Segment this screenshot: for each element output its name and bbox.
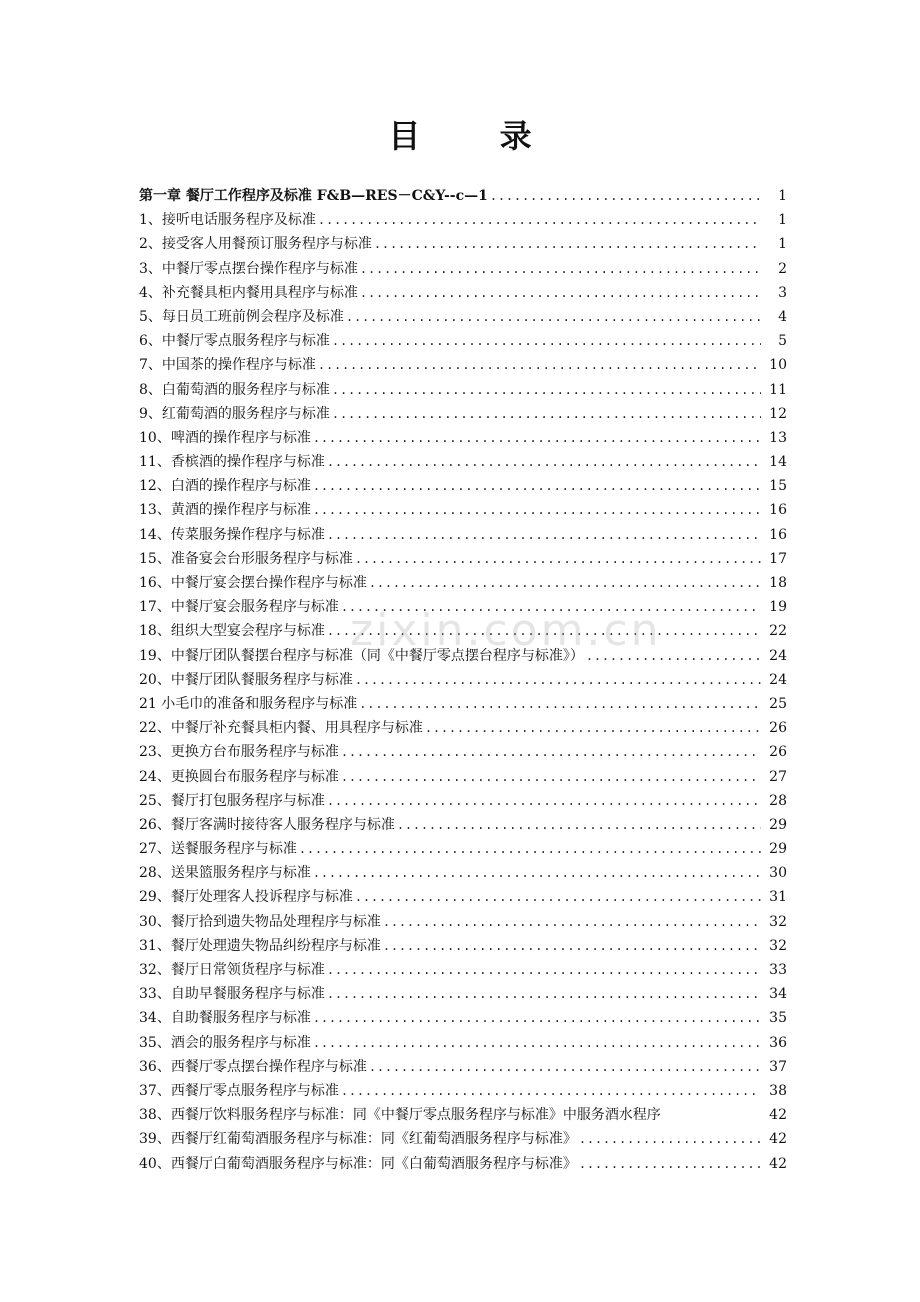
dot-leader	[313, 474, 761, 498]
toc-page-number: 30	[769, 865, 787, 882]
dot-leader	[318, 353, 761, 377]
dot-leader	[490, 184, 761, 208]
dot-leader	[327, 958, 761, 982]
toc-entry-label: 24、更换圆台布服务程序与标准	[139, 768, 339, 785]
toc-row[interactable]	[139, 982, 787, 1006]
toc-entry-label: 2、接受客人用餐预订服务程序与标准	[139, 236, 372, 253]
toc-row[interactable]	[139, 208, 787, 232]
toc-entry-label: 38、西餐厅饮料服务程序与标准：同《中餐厅零点服务程序与标准》中服务酒水程序	[139, 1107, 661, 1124]
toc-entry-label: 22、中餐厅补充餐具柜内餐、用具程序与标准	[139, 720, 423, 737]
toc-entry-label: 16、中餐厅宴会摆台操作程序与标准	[139, 575, 367, 591]
dot-leader	[579, 1152, 761, 1176]
toc-row[interactable]	[139, 450, 787, 474]
toc-page-number: 37	[769, 1058, 787, 1075]
toc-row[interactable]	[139, 474, 787, 498]
toc-page-number: 2	[778, 260, 787, 277]
toc-entry-label: 7、中国茶的操作程序与标准	[139, 357, 316, 374]
dot-leader	[313, 861, 761, 885]
dot-leader	[341, 595, 761, 619]
toc-page-number: 36	[769, 1034, 787, 1051]
toc-row[interactable]	[139, 1055, 787, 1079]
toc-row[interactable]	[139, 426, 787, 450]
toc-entry-label: 40、西餐厅白葡萄酒服务程序与标准：同《白葡萄酒服务程序与标准》	[139, 1155, 577, 1172]
toc-entry-label: 23、更换方台布服务程序与标准	[139, 744, 339, 761]
toc-page-number: 33	[769, 962, 787, 978]
toc-row[interactable]	[139, 958, 787, 982]
dot-leader	[383, 934, 761, 958]
toc-row[interactable]	[139, 353, 787, 377]
dot-leader	[327, 619, 761, 643]
toc-entry-label: 28、送果篮服务程序与标准	[139, 865, 311, 882]
toc-page-number: 16	[769, 502, 787, 519]
toc-entry-label: 18、组织大型宴会程序与标准	[139, 623, 325, 640]
toc-page-number: 18	[769, 575, 787, 591]
toc-page-number: 17	[769, 550, 787, 567]
toc-row[interactable]	[139, 305, 787, 329]
dot-leader	[332, 329, 761, 353]
toc-entry-label: 37、西餐厅零点服务程序与标准	[139, 1082, 339, 1099]
toc-row[interactable]	[139, 378, 787, 402]
toc-entry-label: 4、补充餐具柜内餐用具程序与标准	[139, 284, 358, 301]
dot-leader	[359, 692, 761, 716]
toc-page-number: 11	[769, 381, 787, 398]
dot-leader	[332, 402, 761, 426]
toc-row[interactable]	[139, 257, 787, 281]
toc-entry-label: 39、西餐厅红葡萄酒服务程序与标准：同《红葡萄酒服务程序与标准》	[139, 1131, 577, 1148]
dot-leader	[327, 523, 761, 547]
toc-page-number: 38	[769, 1082, 787, 1099]
toc-page-number: 26	[769, 744, 787, 761]
dot-leader	[327, 982, 761, 1006]
toc-page-number: 42	[769, 1155, 787, 1172]
toc-page-number: 10	[769, 357, 787, 374]
toc-page-number: 14	[769, 454, 787, 471]
dot-leader	[397, 813, 761, 837]
toc-page-number: 29	[769, 816, 787, 833]
dot-leader	[355, 668, 761, 692]
dot-leader	[313, 1031, 761, 1055]
toc-entry-label: 11、香槟酒的操作程序与标准	[139, 454, 325, 471]
toc-page-number: 1	[778, 212, 787, 229]
dot-leader	[341, 765, 761, 789]
dot-leader	[383, 910, 761, 934]
toc-entry-label: 26、餐厅客满时接待客人服务程序与标准	[139, 816, 395, 833]
toc-entry-label: 5、每日员工班前例会程序及标准	[139, 308, 344, 325]
toc-row[interactable]	[139, 1152, 787, 1176]
dot-leader	[313, 498, 761, 522]
dot-leader	[579, 1127, 761, 1151]
dot-leader	[299, 837, 761, 861]
toc-page-number: 1	[778, 188, 787, 204]
dot-leader	[360, 257, 761, 281]
toc-row[interactable]	[139, 716, 787, 740]
toc-page-number: 42	[769, 1131, 787, 1148]
dot-leader	[425, 716, 761, 740]
toc-row[interactable]	[139, 547, 787, 571]
toc-row[interactable]	[139, 329, 787, 353]
toc-entry-label: 25、餐厅打包服务程序与标准	[139, 792, 325, 809]
toc-entry-label: 12、白酒的操作程序与标准	[139, 478, 311, 495]
toc-entry-label: 14、传菜服务操作程序与标准	[139, 526, 325, 543]
toc-row[interactable]	[139, 789, 787, 813]
toc-entry-label: 31、餐厅处理遗失物品纠纷程序与标准	[139, 937, 381, 954]
toc-entry-label: 32、餐厅日常领货程序与标准	[139, 962, 325, 978]
dot-leader	[327, 450, 761, 474]
toc-page-number: 27	[769, 768, 787, 785]
toc-entry-label: 21 小毛巾的准备和服务程序与标准	[139, 695, 358, 712]
toc-entry-label: 36、西餐厅零点摆台操作程序与标准	[139, 1058, 367, 1075]
toc-page-number: 25	[769, 695, 787, 712]
toc-chapter-row[interactable]	[139, 184, 787, 208]
toc-row[interactable]	[139, 1103, 787, 1127]
toc-page-number: 42	[769, 1107, 787, 1124]
dot-leader	[586, 644, 761, 668]
toc-row[interactable]	[139, 232, 787, 256]
toc-page-number: 32	[769, 937, 787, 954]
toc-entry-label: 9、红葡萄酒的服务程序与标准	[139, 405, 330, 422]
dot-leader	[313, 1006, 761, 1030]
page-title: 目 录	[388, 117, 566, 155]
toc-entry-label: 35、酒会的服务程序与标准	[139, 1034, 311, 1051]
dot-leader	[360, 281, 761, 305]
dot-leader	[341, 1079, 761, 1103]
dot-leader	[341, 740, 761, 764]
toc-page-number: 28	[769, 792, 787, 809]
dot-leader	[369, 571, 761, 595]
toc-row[interactable]	[139, 281, 787, 305]
toc-entry-label: 15、准备宴会台形服务程序与标准	[139, 550, 353, 567]
toc-row[interactable]	[139, 498, 787, 522]
dot-leader	[313, 426, 761, 450]
toc-row[interactable]	[139, 813, 787, 837]
toc-entry-label: 10、啤酒的操作程序与标准	[139, 429, 311, 446]
toc-row[interactable]	[139, 885, 787, 909]
toc-row[interactable]	[139, 523, 787, 547]
toc-row[interactable]	[139, 571, 787, 595]
toc-row[interactable]	[139, 1079, 787, 1103]
toc-entry-label: 17、中餐厅宴会服务程序与标准	[139, 599, 339, 616]
toc-row[interactable]	[139, 595, 787, 619]
dot-leader	[332, 378, 761, 402]
toc-row[interactable]	[139, 1127, 787, 1151]
toc-entry-label: 29、餐厅处理客人投诉程序与标准	[139, 889, 353, 906]
toc-row[interactable]	[139, 668, 787, 692]
toc-row[interactable]	[139, 740, 787, 764]
watermark: zixin.com.cn	[350, 605, 662, 656]
toc-entry-label: 第一章 餐厅工作程序及标准 F&B—RES－C&Y--c—1	[139, 188, 488, 204]
toc-page-number: 19	[769, 599, 787, 616]
toc-row[interactable]	[139, 910, 787, 934]
toc-page-number: 12	[769, 405, 787, 422]
toc-entry-label: 13、黄酒的操作程序与标准	[139, 502, 311, 519]
toc-page-number: 4	[778, 308, 787, 325]
toc-entry-label: 20、中餐厅团队餐服务程序与标准	[139, 671, 353, 688]
toc-row[interactable]	[139, 619, 787, 643]
toc-page-number: 26	[769, 720, 787, 737]
toc-page-number: 1	[778, 236, 787, 253]
toc-entry-label: 3、中餐厅零点摆台操作程序与标准	[139, 260, 358, 277]
toc-entry-label: 1、接听电话服务程序及标准	[139, 212, 316, 229]
toc-page-number: 29	[769, 841, 787, 858]
toc-entry-label: 27、送餐服务程序与标准	[139, 841, 297, 858]
toc-row[interactable]	[139, 402, 787, 426]
toc-row[interactable]	[139, 1031, 787, 1055]
toc-entry-label: 6、中餐厅零点服务程序与标准	[139, 333, 330, 350]
toc-entry-label: 33、自助早餐服务程序与标准	[139, 986, 325, 1003]
dot-leader	[369, 1055, 761, 1079]
dot-leader	[355, 547, 761, 571]
dot-leader	[327, 789, 761, 813]
dot-leader	[355, 885, 761, 909]
toc-page-number: 32	[769, 913, 787, 930]
toc-page-number: 13	[769, 429, 787, 446]
table-of-contents	[139, 184, 787, 1176]
dot-leader	[374, 232, 761, 256]
toc-entry-label: 19、中餐厅团队餐摆台程序与标准（同《中餐厅零点摆台程序与标准》）	[139, 647, 584, 664]
toc-page-number: 34	[769, 986, 787, 1003]
toc-page-number: 5	[778, 333, 787, 350]
toc-row[interactable]	[139, 644, 787, 668]
toc-page-number: 24	[769, 671, 787, 688]
toc-row[interactable]	[139, 1006, 787, 1030]
toc-page-number: 35	[769, 1010, 787, 1027]
toc-row[interactable]	[139, 934, 787, 958]
dot-leader	[346, 305, 761, 329]
toc-page-number: 15	[769, 478, 787, 495]
toc-page-number: 3	[778, 284, 787, 301]
toc-entry-label: 30、餐厅拾到遗失物品处理程序与标准	[139, 913, 381, 930]
toc-row[interactable]	[139, 692, 787, 716]
toc-row[interactable]	[139, 861, 787, 885]
toc-page-number: 16	[769, 526, 787, 543]
toc-page-number: 24	[769, 647, 787, 664]
dot-leader	[318, 208, 761, 232]
toc-entry-label: 34、自助餐服务程序与标准	[139, 1010, 311, 1027]
toc-entry-label: 8、白葡萄酒的服务程序与标准	[139, 381, 330, 398]
toc-page-number: 22	[769, 623, 787, 640]
toc-row[interactable]	[139, 837, 787, 861]
toc-page-number: 31	[769, 889, 787, 906]
toc-row[interactable]	[139, 765, 787, 789]
